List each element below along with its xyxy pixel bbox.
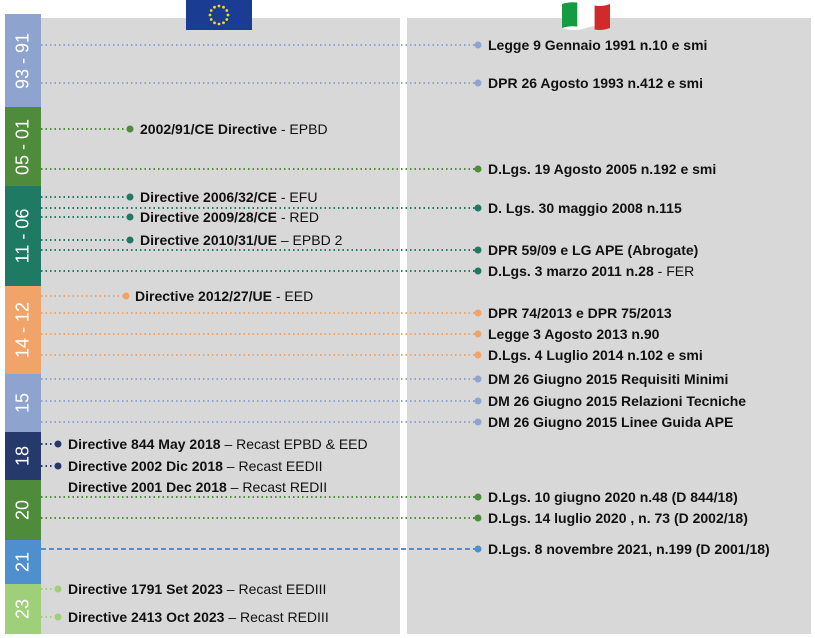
eu-connector-dot: [55, 441, 62, 448]
italian-law-entry: [488, 305, 672, 321]
italian-law-entry: [488, 37, 707, 53]
segment-label: 11 - 06: [12, 208, 33, 264]
directive-topic: - EFU: [276, 189, 318, 205]
italy-connector-dot: [475, 331, 482, 338]
eu-connector-dot: [123, 293, 130, 300]
segment-label: 05 - 01: [12, 118, 33, 175]
italy-connector-dot: [475, 42, 482, 49]
eu-connector-dot: [127, 214, 134, 221]
law-title: DM 26 Giugno 2015 Linee Guida APE: [488, 414, 734, 430]
law-title: Legge 9 Gennaio 1991 n.10 e smi: [488, 37, 708, 53]
italian-law-entry: [488, 326, 659, 342]
segment-label: 20: [12, 499, 33, 521]
italian-law-entry: [488, 541, 770, 557]
directive-topic: – Recast EEDIII: [222, 581, 327, 597]
directive-id: 2002/91/CE Directive: [140, 121, 277, 137]
eu-connector-dot: [55, 614, 62, 621]
law-title: DPR 26 Agosto 1993 n.412 e smi: [488, 75, 704, 91]
law-title: D.Lgs. 4 Luglio 2014 n.102 e smi: [488, 347, 703, 363]
law-topic: - FER: [653, 263, 695, 279]
italy-connector-dot: [475, 310, 482, 317]
law-title: DPR 74/2013 e DPR 75/2013: [488, 305, 672, 321]
law-title: DPR 59/09 e LG APE (Abrogate): [488, 242, 699, 258]
eu-directive-entry: [68, 458, 322, 474]
eu-directive-entry: [135, 288, 313, 304]
italy-connector-dot: [475, 166, 482, 173]
italy-connector-dot: [475, 205, 482, 212]
eu-connector-dot: [127, 194, 134, 201]
segment-label: 15: [12, 392, 33, 414]
directive-id: Directive 2413 Oct 2023: [68, 609, 225, 625]
law-title: D.Lgs. 3 marzo 2011 n.28: [488, 263, 654, 279]
italian-law-entry: [488, 161, 716, 177]
directive-id: Directive 1791 Set 2023: [68, 581, 223, 597]
eu-directive-entry: [140, 121, 328, 137]
directive-topic: - EED: [271, 288, 314, 304]
law-title: D.Lgs. 8 novembre 2021, n.199 (D 2001/18): [488, 541, 770, 557]
segment-label: 21: [12, 551, 33, 573]
italy-connector-dot: [475, 247, 482, 254]
law-title: D.Lgs. 10 giugno 2020 n.48 (D 844/18): [488, 489, 738, 505]
segment-label: 14 - 12: [12, 301, 33, 359]
law-title: DM 26 Giugno 2015 Requisiti Minimi: [488, 371, 729, 387]
eu-directive-entry: [68, 436, 368, 452]
italy-connector-dot: [475, 419, 482, 426]
italy-connector-dot: [475, 494, 482, 501]
directive-id: Directive 2010/31/UE: [140, 232, 277, 248]
eu-connector-dot: [55, 463, 62, 470]
directive-id: Directive 2001 Dec 2018: [68, 479, 227, 495]
directive-id: Directive 2002 Dic 2018: [68, 458, 223, 474]
italian-law-entry: [488, 347, 703, 363]
directive-topic: – Recast REDII: [226, 479, 328, 495]
eu-directive-entry: [68, 609, 329, 625]
law-title: Legge 3 Agosto 2013 n.90: [488, 326, 660, 342]
eu-directive-entry: [140, 189, 317, 205]
italian-law-entry: [488, 75, 703, 91]
italian-law-entry: [488, 263, 694, 279]
directive-topic: – EPBD 2: [276, 232, 343, 248]
italian-law-entry: [488, 510, 748, 526]
italian-law-entry: [488, 414, 733, 430]
italy-connector-dot: [475, 546, 482, 553]
italy-connector-dot: [475, 398, 482, 405]
directive-id: Directive 2009/28/CE: [140, 209, 277, 225]
italian-law-entry: [488, 489, 738, 505]
italy-connector-dot: [475, 515, 482, 522]
directive-topic: – Recast EPBD & EED: [220, 436, 368, 452]
italy-connector-dot: [475, 268, 482, 275]
italian-law-entry: [488, 200, 682, 216]
law-title: DM 26 Giugno 2015 Relazioni Tecniche: [488, 393, 747, 409]
segment-label: 23: [12, 598, 33, 620]
eu-connector-dot: [127, 126, 134, 133]
directive-topic: – Recast REDIII: [224, 609, 329, 625]
italian-law-entry: [488, 242, 698, 258]
eu-connector-dot: [55, 586, 62, 593]
italy-connector-dot: [475, 352, 482, 359]
eu-directive-entry: [68, 479, 327, 495]
directive-id: Directive 844 May 2018: [68, 436, 221, 452]
eu-connector-dot: [127, 237, 134, 244]
italy-connector-dot: [475, 376, 482, 383]
italian-law-entry: [488, 393, 746, 409]
eu-directive-entry: [140, 209, 319, 225]
directive-id: Directive 2012/27/UE: [135, 288, 272, 304]
law-title: D.Lgs. 14 luglio 2020 , n. 73 (D 2002/18): [488, 510, 748, 526]
segment-label: 93 - 91: [12, 32, 33, 89]
law-title: D. Lgs. 30 maggio 2008 n.115: [488, 200, 682, 216]
directive-id: Directive 2006/32/CE: [140, 189, 277, 205]
law-title: D.Lgs. 19 Agosto 2005 n.192 e smi: [488, 161, 717, 177]
segment-label: 18: [12, 445, 33, 467]
eu-directive-entry: [68, 581, 326, 597]
directive-topic: – Recast EEDII: [222, 458, 323, 474]
directive-topic: - RED: [276, 209, 319, 225]
italian-law-entry: [488, 371, 728, 387]
italy-connector-dot: [475, 80, 482, 87]
directive-topic: - EPBD: [276, 121, 328, 137]
eu-directive-entry: [140, 232, 342, 248]
